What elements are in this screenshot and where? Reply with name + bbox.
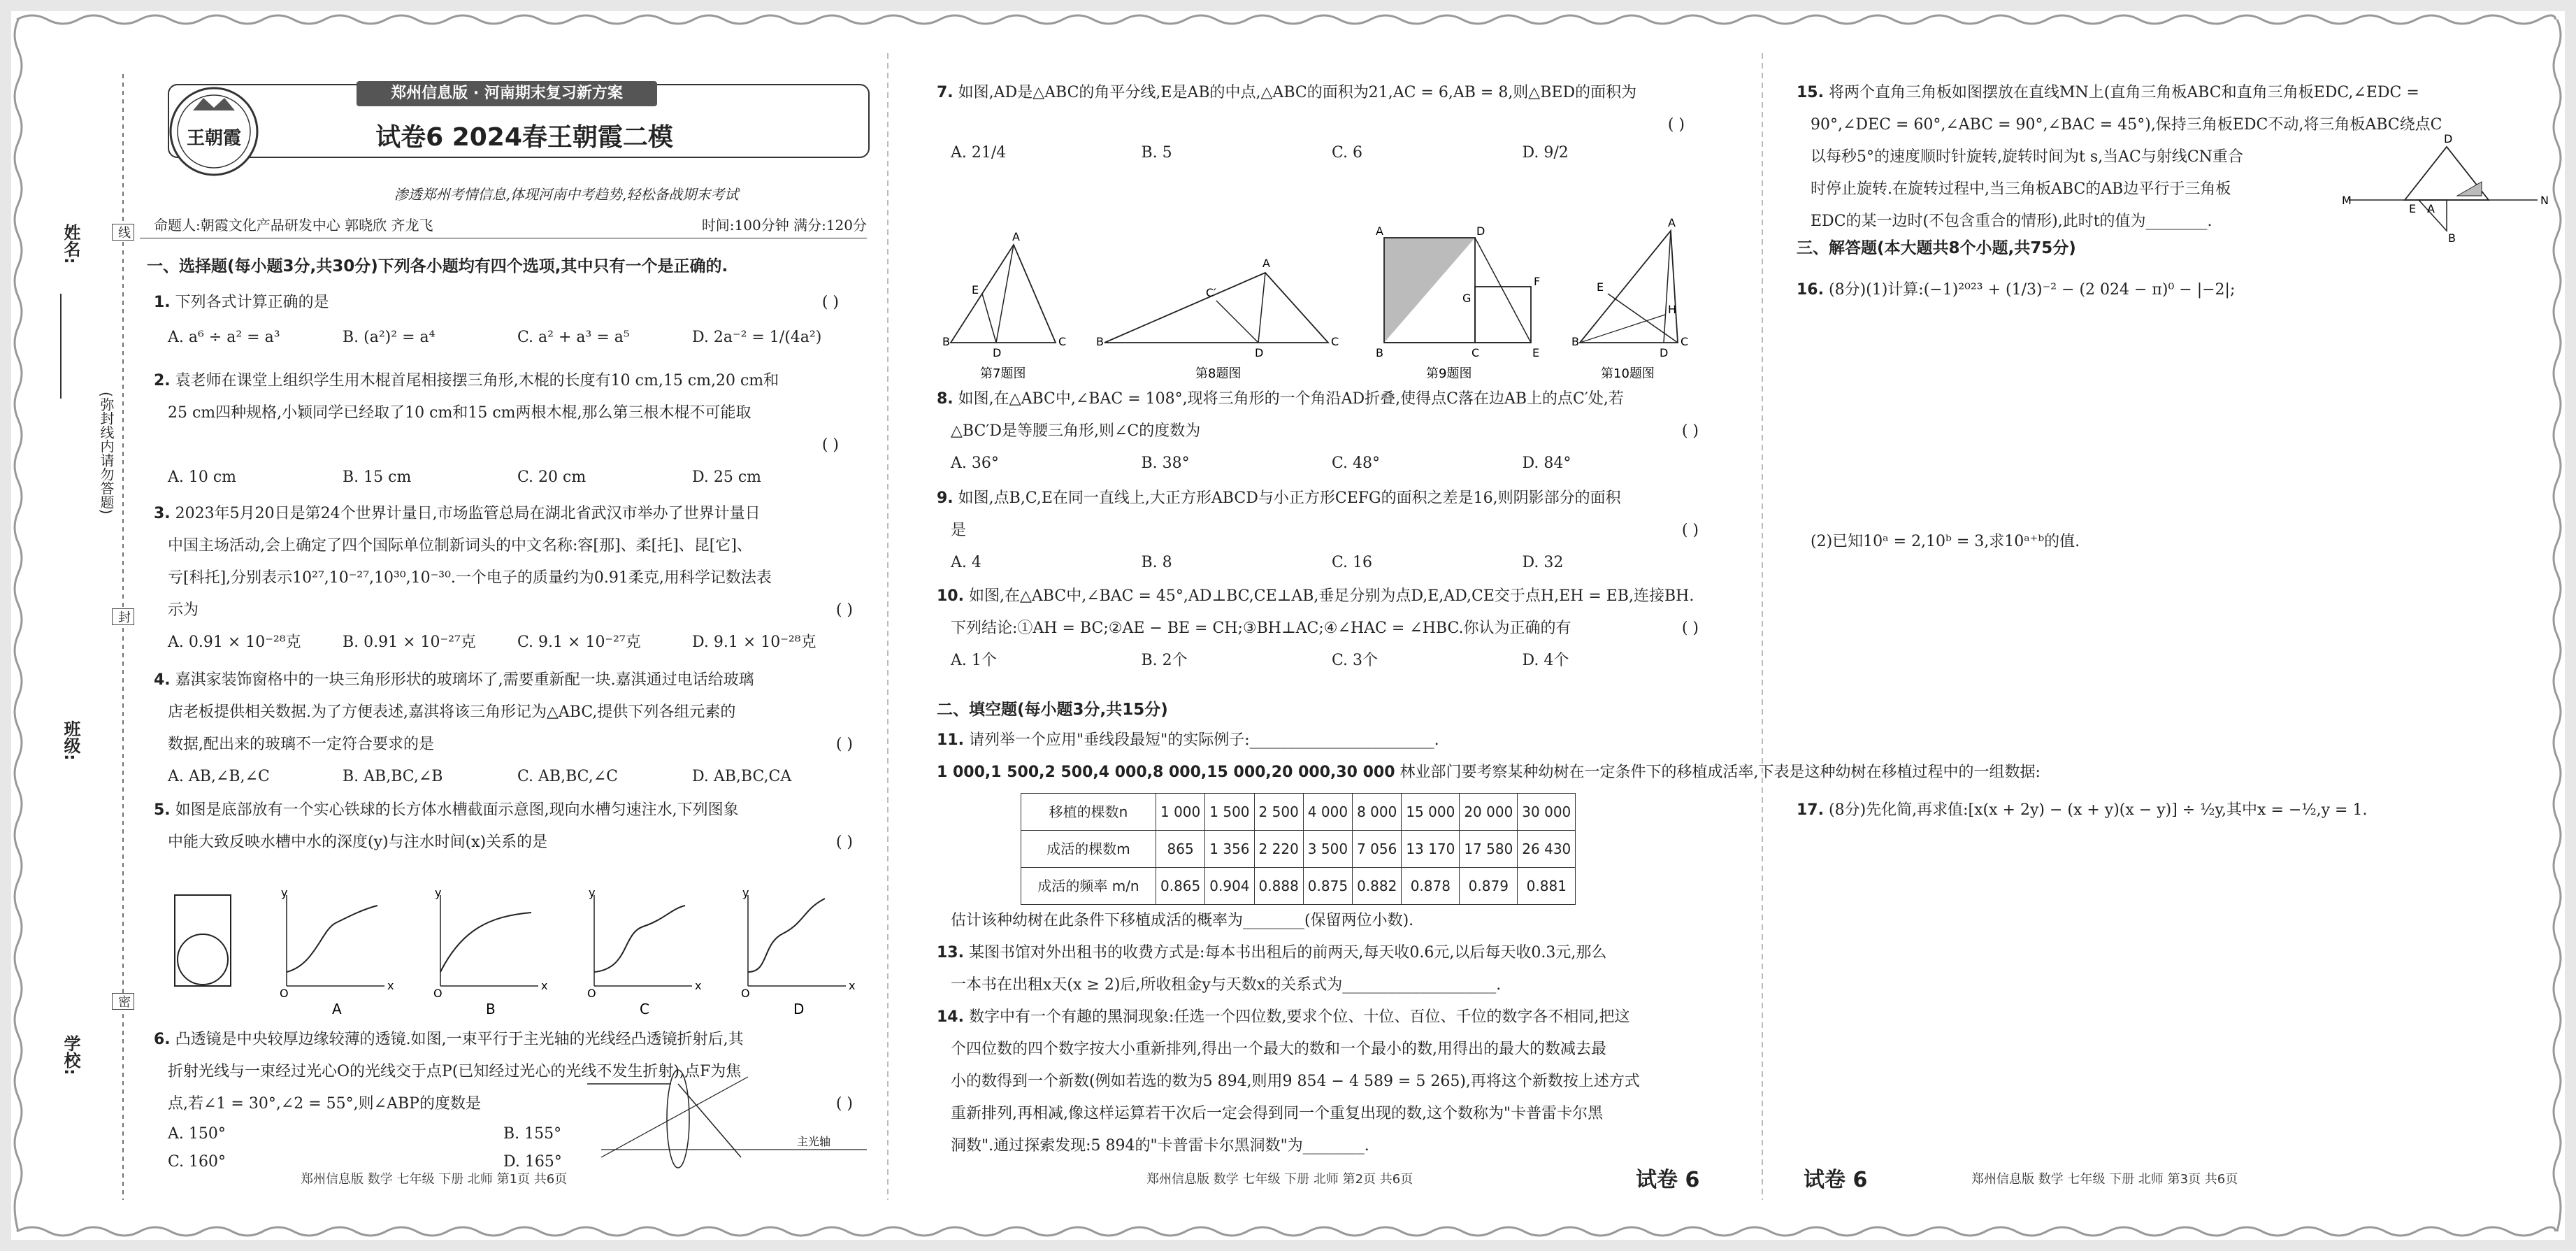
table-row: 成活的棵数m 865 1 356 2 220 3 500 7 056 13 170 17 580 26 430 bbox=[1021, 831, 1576, 868]
svg-text:B: B bbox=[2448, 231, 2456, 245]
svg-text:A: A bbox=[1376, 224, 1383, 238]
svg-text:A: A bbox=[1012, 230, 1020, 243]
option-d[interactable]: D. 9/2 bbox=[1522, 144, 1569, 162]
figure-10 bbox=[1571, 216, 1688, 381]
svg-text:B: B bbox=[1571, 335, 1579, 348]
option-d[interactable]: D. 165° bbox=[503, 1153, 562, 1171]
iron-ball-icon bbox=[178, 934, 228, 985]
option-c[interactable]: C. 160° bbox=[168, 1153, 226, 1171]
svg-text:C: C bbox=[1331, 335, 1339, 348]
answer-paren[interactable]: ( ) bbox=[835, 601, 853, 619]
svg-text:C: C bbox=[1472, 346, 1480, 359]
svg-text:B: B bbox=[1376, 346, 1383, 359]
option-a[interactable]: A. a⁶ ÷ a² = a³ bbox=[168, 329, 280, 346]
option-d[interactable]: D. 25 cm bbox=[692, 469, 762, 486]
svg-text:D: D bbox=[993, 346, 1002, 359]
answer-paren[interactable]: ( ) bbox=[835, 1095, 853, 1113]
svg-text:O: O bbox=[433, 987, 442, 1000]
question-12: 1 000,1 500,2 500,4 000,8 000,15 000,20 000,30 000 林业部门要考察某种幼树在一定条件下的移植成活率,下表是这种幼树在移植过程中的一组数据: 移植的棵数n 1 000 1 500 2 500 4 000 8 000 15 000 20 000 30 000 成活的棵数m 865 1 356 2 220 3 500 7 056 13 170 17 580 26 430 成活的频率 m/n 0.865 0.904 0.888 0.875 0.882 0.878 0.879 0.881 估计该种幼树在此条件下移植成活的概率为________(保留两位小数). bbox=[937, 757, 1713, 937]
question-2: 2. 袁老师在课堂上组织学生用木棍首尾相接摆三角形,木棍的长度有10 cm,15 cm,20 cm和 25 cm四种规格,小颖同学已经取了10 cm和15 cm两根木棍,那么第三根木棍不可能取 ( ) A. 10 cm B. 15 cm C. 20 cm D. 25 cm bbox=[154, 365, 867, 494]
question-11: 11. 请列举一个应用"垂线段最短"的实际例子:________________________. bbox=[937, 731, 1439, 749]
page-1 bbox=[140, 0, 867, 1251]
table-row: 成活的频率 m/n 0.865 0.904 0.888 0.875 0.882 0.878 0.879 0.881 bbox=[1021, 868, 1576, 905]
q15-triangles-figure bbox=[2342, 132, 2549, 245]
svg-text:M: M bbox=[2342, 194, 2352, 207]
svg-text:第10题图: 第10题图 bbox=[1601, 366, 1655, 381]
svg-text:C′: C′ bbox=[1206, 286, 1216, 299]
question-8: 8. 如图,在△ABC中,∠BAC = 108°,现将三角形的一个角沿AD折叠,使得点C落在边AB上的点C′处,若 △BC′D是等腰三角形,则∠C的度数为 ( ) A. 36° B. 38° C. 48° D. 84° bbox=[937, 383, 1713, 480]
svg-text:B: B bbox=[942, 335, 950, 348]
option-b[interactable]: B. AB,BC,∠B bbox=[343, 768, 443, 785]
graph-d[interactable] bbox=[741, 886, 855, 1017]
answer-area-16-1[interactable] bbox=[1797, 308, 2524, 517]
svg-text:E: E bbox=[972, 283, 979, 296]
svg-text:第8题图: 第8题图 bbox=[1195, 366, 1242, 381]
question-9: 9. 如图,点B,C,E在同一直线上,大正方形ABCD与小正方形CEFG的面积之差是16,则阴影部分的面积 是 ( ) A. 4 B. 8 C. 16 D. 32 bbox=[937, 482, 1713, 579]
page-3 bbox=[1797, 0, 2549, 1251]
figure-7 bbox=[942, 230, 1066, 381]
answer-area-17[interactable] bbox=[1797, 832, 2524, 1154]
name-line[interactable] bbox=[60, 294, 62, 399]
svg-text:A: A bbox=[1668, 216, 1676, 229]
question-7: 7. 如图,AD是△ABC的角平分线,E是AB的中点,△ABC的面积为21,AC = 6,AB = 8,则△BED的面积为 ( ) A. 21/4 B. 5 C. 6 D. 9/2 bbox=[937, 77, 1713, 169]
svg-text:O: O bbox=[587, 987, 596, 1000]
question-4: 4. 嘉淇家装饰窗格中的一块三角形形状的玻璃坏了,需要重新配一块.嘉淇通过电话给玻璃 店老板提供相关数据.为了方便表述,嘉淇将该三角形记为△ABC,提供下列各组元素的 数据,配出来的玻璃不一定符合要求的是 ( ) A. AB,∠B,∠C B. AB,BC,∠B C. AB,BC,∠C D. AB,BC,CA bbox=[154, 664, 867, 793]
svg-text:主光轴: 主光轴 bbox=[797, 1135, 831, 1148]
answer-paren[interactable]: ( ) bbox=[1681, 522, 1699, 539]
graph-c[interactable] bbox=[587, 886, 701, 1017]
question-3: 3. 2023年5月20日是第24个世界计量日,市场监管总局在湖北省武汉市举办了世界计量日 中国主场活动,会上确定了四个国际单位制新词头的中文名称:容[那]、柔[托]、昆[它]、 亏[科托],分别表示10²⁷,10⁻²⁷,10³⁰,10⁻³⁰.一个电子的质量约为0.91柔克,用科学记数法表 示为 ( ) A. 0.91 × 10⁻²⁸克 B. 0.91 × 10⁻²⁷克 C. 9.1 × 10⁻²⁷克 D. 9.1 × 10⁻²⁸克 bbox=[154, 498, 867, 659]
banner: 郑州信息版 · 河南期末复习新方案 bbox=[357, 81, 657, 106]
answer-blank[interactable]: 请列举一个应用"垂线段最短"的实际例子:________________________. bbox=[968, 731, 1439, 749]
paper-tag-left: 试卷 6 bbox=[1636, 1168, 1700, 1192]
svg-text:D: D bbox=[1255, 346, 1264, 359]
answer-blank[interactable]: 估计该种幼树在此条件下移植成活的概率为________(保留两位小数). bbox=[951, 912, 1414, 929]
answer-paren[interactable]: ( ) bbox=[821, 436, 839, 454]
svg-text:C: C bbox=[640, 1001, 649, 1017]
answer-paren[interactable]: ( ) bbox=[821, 294, 839, 311]
question-16-part-2: (2)已知10ᵃ = 2,10ᵇ = 3,求10ᵃ⁺ᵇ的值. bbox=[1811, 533, 2080, 550]
table-row: 移植的棵数n 1 000 1 500 2 500 4 000 8 000 15 000 20 000 30 000 bbox=[1021, 794, 1576, 831]
option-d[interactable]: D. 9.1 × 10⁻²⁸克 bbox=[692, 634, 816, 651]
svg-text:A: A bbox=[332, 1001, 342, 1017]
svg-text:x: x bbox=[849, 979, 856, 992]
svg-text:O: O bbox=[741, 987, 750, 1000]
answer-blank[interactable]: 一本书在出租x天(x ≥ 2)后,所收租金y与天数x的关系式为____________________. bbox=[951, 976, 1502, 994]
option-c[interactable]: C. AB,BC,∠C bbox=[517, 768, 618, 785]
svg-text:y: y bbox=[435, 886, 442, 899]
option-c[interactable]: C. 48° bbox=[1332, 455, 1381, 472]
svg-text:C: C bbox=[1058, 335, 1067, 348]
option-b[interactable]: B. 2个 bbox=[1141, 652, 1188, 669]
answer-paren[interactable]: ( ) bbox=[1667, 116, 1685, 134]
option-d[interactable]: D. 2a⁻² = 1/(4a²) bbox=[692, 329, 822, 346]
footer-page-2: 郑州信息版 数学 七年级 下册 北师 第2页 共6页 bbox=[1146, 1172, 1413, 1187]
option-b[interactable]: B. 15 cm bbox=[343, 469, 412, 486]
figure-9 bbox=[1376, 224, 1540, 381]
svg-text:E: E bbox=[2409, 202, 2417, 215]
school-label: 学校: bbox=[61, 1035, 80, 1075]
logo-text: 王朝霞 bbox=[186, 128, 242, 149]
svg-text:D: D bbox=[1476, 224, 1485, 238]
svg-text:F: F bbox=[1534, 275, 1541, 288]
option-b[interactable]: B. 5 bbox=[1141, 144, 1172, 162]
svg-text:y: y bbox=[281, 886, 288, 899]
question-14: 14. 数字中有一个有趣的黑洞现象:任选一个四位数,要求个位、十位、百位、千位的数字各不相同,把这 个四位数的四个数字按大小重新排列,得出一个最大的数和一个最小的数,用得出的最大的数减去最 小的数得到一个新数(例如若选的数为5 894,则用9 854 − 4 589 = 5 265),再将这个新数按上述方式 重新排列,再相减,像这样运算若干次后一定会得到同一个重复出现的数,这个数称为"卡普雷卡尔黑 洞数".通过探索发现:5 894的"卡普雷卡尔黑洞数"为________. bbox=[937, 1001, 1713, 1162]
option-c[interactable]: C. 9.1 × 10⁻²⁷克 bbox=[517, 634, 641, 651]
question-6: 6. 凸透镜是中央较厚边缘较薄的透镜.如图,一束平行于主光轴的光线经凸透镜折射后,其 折射光线与一束经过光心O的光线交于点P(已知经过光心的光线不发生折射),点F为焦 点,若∠1 = 30°,∠2 = 55°,则∠ABP的度数是 ( ) A. 150° B. 155° C. 160° D. 165° bbox=[154, 1024, 867, 1176]
answer-area-16-2[interactable] bbox=[1797, 559, 2524, 790]
question-1: 1. 下列各式计算正确的是 ( ) A. a⁶ ÷ a² = a³ B. (a²)² = a⁴ C. a² + a³ = a⁵ D. 2a⁻² = 1/(4a²) bbox=[154, 287, 867, 354]
option-d[interactable]: D. 32 bbox=[1522, 554, 1564, 571]
student-name-label: 姓名: bbox=[61, 224, 80, 264]
section-2-title: 二、填空题(每小题3分,共15分) bbox=[937, 701, 1168, 719]
svg-text:B: B bbox=[486, 1001, 496, 1017]
option-d[interactable]: D. AB,BC,CA bbox=[692, 768, 792, 785]
seal-note: (弥封线内请勿答题) bbox=[98, 392, 115, 515]
svg-text:A: A bbox=[1262, 257, 1270, 270]
svg-text:x: x bbox=[541, 979, 548, 992]
svg-text:B: B bbox=[1096, 335, 1104, 348]
svg-text:C: C bbox=[1681, 335, 1689, 348]
answer-blank[interactable]: EDC的某一边时(不包含重合的情形),此时t的值为________. bbox=[1811, 213, 2212, 230]
svg-text:x: x bbox=[387, 979, 394, 992]
option-c[interactable]: C. 6 bbox=[1332, 144, 1363, 162]
question-15: 15. 将两个直角三角板如图摆放在直线MN上(直角三角板ABC和直角三角板EDC,∠EDC = 90°,∠DEC = 60°,∠ABC = 90°,∠BAC = 45°),保持三角板EDC不动,将三角板ABC绕点C 以每秒5°的速度顺时针旋转,旋转时间为t s,当AC与射线CN重合 时停止旋转.在旋转过程中,当三角板ABC的AB边平行于三角板 EDC的某一边时(不包含重合的情形),此时t的值为________. bbox=[1797, 77, 2531, 238]
paper-title: 试卷6 2024春王朝霞二模 bbox=[375, 123, 673, 152]
svg-text:y: y bbox=[742, 886, 749, 899]
option-b[interactable]: B. 155° bbox=[503, 1125, 562, 1143]
svg-text:D: D bbox=[1660, 346, 1669, 359]
logo-seal bbox=[165, 83, 263, 180]
seal-mark-secret: 密 bbox=[112, 993, 134, 1010]
answer-paren[interactable]: ( ) bbox=[835, 834, 853, 851]
option-a[interactable]: A. 21/4 bbox=[951, 144, 1007, 162]
answer-paren[interactable]: ( ) bbox=[1681, 620, 1699, 637]
svg-text:H: H bbox=[1668, 303, 1677, 316]
question-13: 13. 某图书馆对外出租书的收费方式是:每本书出租后的前两天,每天收0.6元,以后每天收0.3元,那么 一本书在出租x天(x ≥ 2)后,所收租金y与天数x的关系式为____________________. bbox=[937, 937, 1713, 1001]
option-b[interactable]: B. 38° bbox=[1141, 455, 1190, 472]
seal-mark-seal: 封 bbox=[112, 608, 134, 625]
svg-text:x: x bbox=[695, 979, 702, 992]
question-10: 10. 如图,在△ABC中,∠BAC = 45°,AD⊥BC,CE⊥AB,垂足分别为点D,E,AD,CE交于点H,EH = EB,连接BH. 下列结论:①AH = BC;②AE − BE = CH;③BH⊥AC;④∠HAC = ∠HBC.你认为正确的有 ( ) A. 1个 B. 2个 C. 3个 D. 4个 bbox=[937, 580, 1713, 677]
question-17: 17. (8分)先化简,再求值:[x(x + 2y) − (x + y)(x − y)] ÷ ½y,其中x = −½,y = 1. bbox=[1797, 801, 2368, 819]
graph-a[interactable] bbox=[280, 886, 394, 1017]
svg-text:D: D bbox=[793, 1001, 805, 1017]
option-c[interactable]: C. 3个 bbox=[1332, 652, 1379, 669]
slogan: 渗透郑州考情信息,体现河南中考趋势,轻松备战期末考试 bbox=[394, 186, 739, 203]
option-a[interactable]: A. 1个 bbox=[951, 652, 997, 669]
option-c[interactable]: C. 20 cm bbox=[517, 469, 587, 486]
option-c[interactable]: C. a² + a³ = a⁵ bbox=[517, 329, 630, 346]
paper-tag-right: 试卷 6 bbox=[1804, 1168, 1868, 1192]
option-a[interactable]: A. AB,∠B,∠C bbox=[168, 768, 270, 785]
svg-text:G: G bbox=[1462, 292, 1472, 305]
option-b[interactable]: B. (a²)² = a⁴ bbox=[343, 329, 436, 346]
option-a[interactable]: A. 10 cm bbox=[168, 469, 237, 486]
svg-text:E: E bbox=[1532, 346, 1540, 359]
option-a[interactable]: A. 36° bbox=[951, 455, 999, 472]
seal-mark-line: 线 bbox=[112, 224, 134, 241]
q6-lens-figure bbox=[587, 1063, 867, 1161]
answer-paren[interactable]: ( ) bbox=[1681, 422, 1699, 440]
option-a[interactable]: A. 4 bbox=[951, 554, 981, 571]
option-a[interactable]: A. 150° bbox=[168, 1125, 226, 1143]
question-16: 16. (8分)(1)计算:(−1)²⁰²³ + (1/3)⁻² − (2 024 − π)⁰ − |−2|; bbox=[1797, 281, 2236, 299]
svg-text:D: D bbox=[2444, 132, 2453, 145]
time-info: 时间:100分钟 满分:120分 bbox=[701, 217, 867, 234]
svg-text:E: E bbox=[1597, 280, 1604, 294]
svg-text:A: A bbox=[2427, 202, 2435, 215]
option-b[interactable]: B. 8 bbox=[1141, 554, 1172, 571]
figure-8 bbox=[1096, 257, 1339, 381]
svg-text:O: O bbox=[280, 987, 289, 1000]
section-1-title: 一、选择题(每小题3分,共30分)下列各小题均有四个选项,其中只有一个是正确的. bbox=[147, 257, 728, 276]
figures-7-10 bbox=[937, 216, 1713, 392]
svg-text:第9题图: 第9题图 bbox=[1426, 366, 1472, 381]
question-5: 5. 如图是底部放有一个实心铁球的长方体水槽截面示意图,现向水槽匀速注水,下列图象 中能大致反映水槽中水的深度(y)与注水时间(x)关系的是 ( ) bbox=[154, 794, 867, 859]
footer-page-1: 郑州信息版 数学 七年级 下册 北师 第1页 共6页 bbox=[301, 1172, 568, 1187]
option-a[interactable]: A. 0.91 × 10⁻²⁸克 bbox=[168, 634, 301, 651]
authors: 命题人:朝霞文化产品研发中心 郭晓欣 齐龙飞 bbox=[154, 217, 433, 234]
graph-b[interactable] bbox=[433, 886, 547, 1017]
answer-blank[interactable]: 洞数".通过探索发现:5 894的"卡普雷卡尔黑洞数"为________. bbox=[951, 1137, 1369, 1155]
svg-text:N: N bbox=[2540, 194, 2549, 207]
option-d[interactable]: D. 4个 bbox=[1522, 652, 1569, 669]
section-3-title: 三、解答题(本大题共8个小题,共75分) bbox=[1797, 239, 2076, 257]
svg-text:y: y bbox=[589, 886, 596, 899]
transplant-table bbox=[1021, 793, 1576, 905]
class-label: 班级: bbox=[61, 720, 80, 761]
answer-paren[interactable]: ( ) bbox=[835, 736, 853, 753]
svg-text:第7题图: 第7题图 bbox=[980, 366, 1026, 381]
footer-page-3: 郑州信息版 数学 七年级 下册 北师 第3页 共6页 bbox=[1971, 1172, 2238, 1187]
option-b[interactable]: B. 0.91 × 10⁻²⁷克 bbox=[343, 634, 476, 651]
q5-figures bbox=[154, 867, 860, 1021]
option-d[interactable]: D. 84° bbox=[1522, 455, 1571, 472]
option-c[interactable]: C. 16 bbox=[1332, 554, 1373, 571]
